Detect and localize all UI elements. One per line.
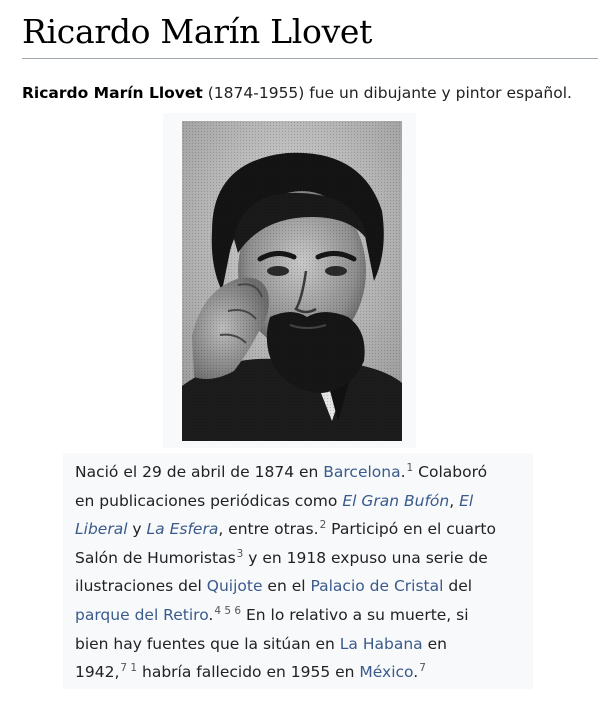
bio-text: , (449, 491, 460, 510)
reference-4-5-6[interactable]: 4 5 6 (214, 604, 242, 617)
lead-description: (1874-1955) fue un dibujante y pintor español. (202, 84, 572, 102)
reference-1[interactable]: 1 (406, 461, 414, 474)
bio-text: . (208, 605, 214, 624)
lead-subject-name: Ricardo Marín Llovet (22, 84, 203, 102)
link-mexico[interactable]: México (359, 663, 414, 682)
bio-line-3 (75, 515, 525, 544)
bio-text: ilustraciones del (75, 577, 207, 596)
page-title: Ricardo Marín Llovet (22, 12, 373, 51)
bio-text: Colaboró (413, 463, 488, 481)
bio-line-7 (75, 630, 525, 659)
biography-block (63, 453, 533, 689)
bio-text: En lo relativo a su muerte, si (241, 605, 469, 624)
bio-line-6 (75, 601, 525, 630)
bio-text: 1942, (75, 663, 120, 682)
bio-line-2 (75, 487, 525, 516)
reference-3[interactable]: 3 (236, 547, 244, 560)
link-el-gran-bufon[interactable]: El Gran Bufón (342, 491, 450, 510)
portrait-photo[interactable] (182, 121, 402, 441)
bio-text: . (413, 663, 419, 682)
bio-text: en publicaciones periódicas como (75, 491, 343, 510)
link-la-esfera[interactable]: La Esfera (146, 520, 219, 539)
link-barcelona[interactable]: Barcelona (323, 463, 401, 481)
link-parque-del-retiro[interactable]: parque del Retiro (75, 605, 209, 624)
bio-text: en (422, 634, 447, 653)
bio-line-8 (75, 658, 525, 687)
link-el-liberal-part1[interactable]: El (459, 491, 474, 510)
bio-text: . (400, 463, 406, 481)
lead-paragraph (22, 80, 592, 106)
bio-text: bien hay fuentes que la sitúan en (75, 634, 340, 653)
reference-7-1[interactable]: 7 1 (120, 662, 138, 674)
link-quijote[interactable]: Quijote (206, 577, 263, 596)
bio-line-5 (75, 572, 525, 601)
link-palacio-de-cristal[interactable]: Palacio de Cristal (310, 577, 444, 596)
link-la-habana[interactable]: La Habana (339, 634, 423, 653)
reference-7[interactable]: 7 (419, 662, 426, 674)
bio-text: Participó en el cuarto (326, 520, 496, 539)
bio-text: Nació el 29 de abril de 1874 en (75, 463, 324, 481)
bio-text: y (127, 520, 147, 539)
portrait-frame (163, 113, 416, 448)
reference-2[interactable]: 2 (319, 519, 327, 532)
link-el-liberal-part2[interactable]: Liberal (75, 520, 128, 539)
bio-text: , entre otras. (218, 520, 319, 539)
bio-text: habría fallecido en 1955 en (137, 663, 360, 682)
bio-text: y en 1918 expuso una serie de (243, 548, 488, 567)
biography-paragraph (75, 458, 525, 687)
bio-text: Salón de Humoristas (75, 548, 236, 567)
title-divider (22, 58, 598, 59)
bio-text: en el (262, 577, 311, 596)
bio-text: del (443, 577, 473, 596)
bio-line-4 (75, 544, 525, 573)
bio-line-1 (75, 458, 525, 487)
